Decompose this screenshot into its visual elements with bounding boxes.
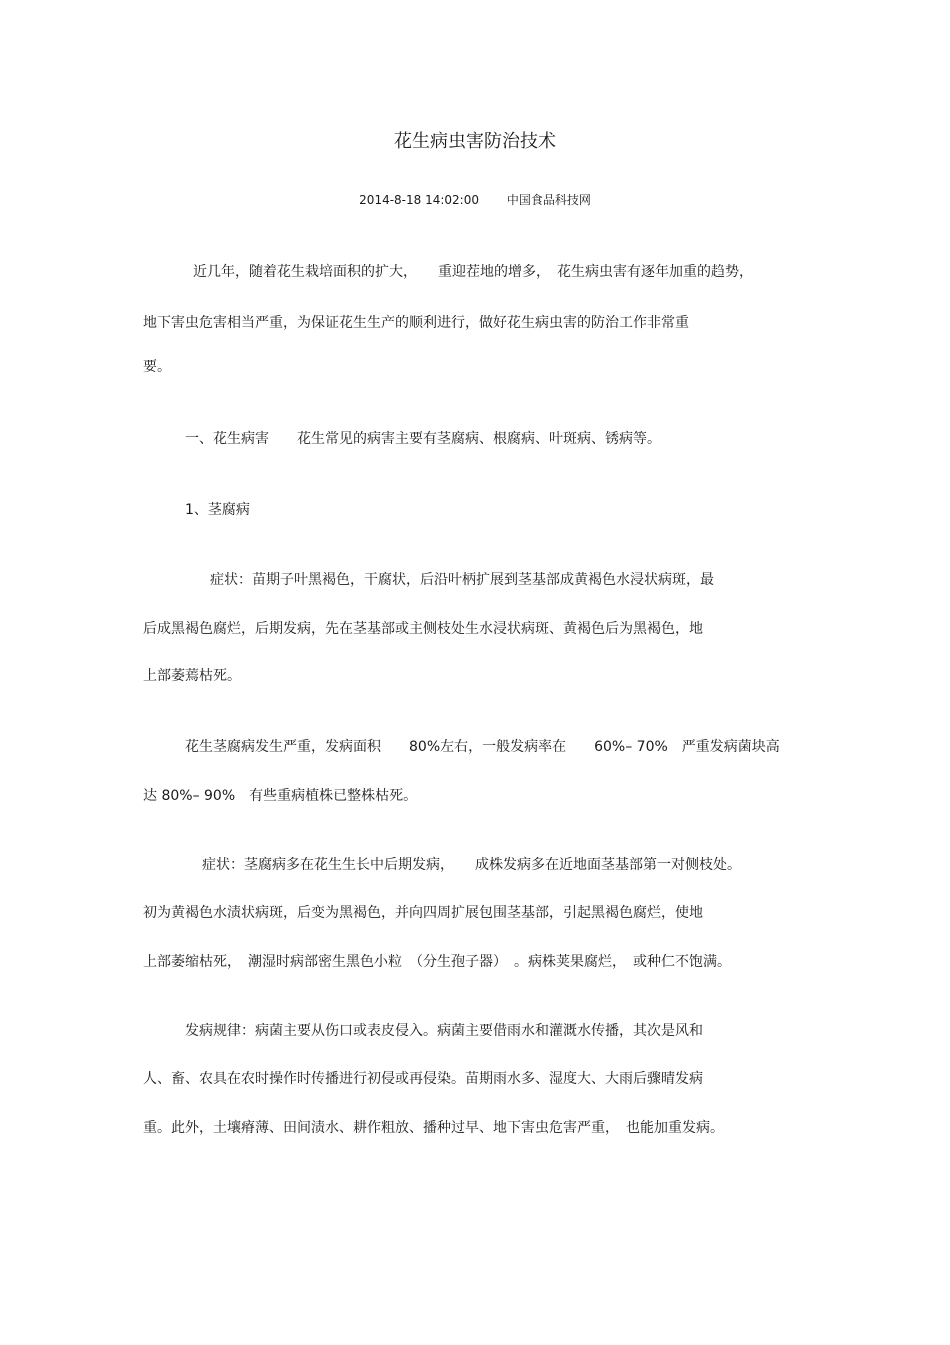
paragraph-line: 达 80%– 90% 有些重病植株已整株枯死。: [143, 788, 418, 804]
paragraph-line: 症状：苗期子叶黑褐色，干腐状，后沿叶柄扩展到茎基部成黄褐色水浸状病斑，最: [210, 572, 714, 588]
paragraph-line: 初为黄褐色水渍状病斑，后变为黑褐色，并向四周扩展包围茎基部，引起黑褐色腐烂，使地: [143, 905, 703, 921]
paragraph-line: 上部萎缩枯死， 潮湿时病部密生黑色小粒 （分生孢子器） 。病株荚果腐烂， 或种仁不饱满。: [143, 954, 731, 970]
paragraph-line: 近几年，随着花生栽培面积的扩大， 重迎茬地的增多， 花生病虫害有逐年加重的趋势，: [193, 264, 753, 280]
paragraph-line: 症状：茎腐病多在花生生长中后期发病， 成株发病多在近地面茎基部第一对侧枝处。: [202, 857, 741, 873]
paragraph-line: 上部萎蔫枯死。: [143, 668, 241, 684]
publish-datetime: 2014-8-18 14:02:00: [359, 193, 479, 207]
paragraph-line: 重。此外，土壤瘠薄、田间渍水、耕作粗放、播种过早、地下害虫危害严重， 也能加重发病。: [143, 1120, 724, 1136]
page-title: 花生病虫害防治技术: [394, 131, 556, 152]
source-name: 中国食品科技网: [506, 193, 591, 207]
paragraph-line: 发病规律：病菌主要从伤口或表皮侵入。病菌主要借雨水和灌溉水传播，其次是风和: [185, 1023, 703, 1039]
subsection-heading: 1、茎腐病: [185, 502, 250, 518]
section-heading: 一、花生病害 花生常见的病害主要有茎腐病、根腐病、叶斑病、锈病等。: [185, 431, 661, 447]
article-meta: [0, 190, 950, 210]
paragraph-line: 人、畜、农具在农时操作时传播进行初侵或再侵染。苗期雨水多、湿度大、大雨后骤晴发病: [143, 1071, 703, 1087]
paragraph-line: 要。: [143, 359, 171, 375]
paragraph-line: 地下害虫危害相当严重，为保证花生生产的顺利进行，做好花生病虫害的防治工作非常重: [143, 315, 689, 331]
paragraph-line: 后成黑褐色腐烂，后期发病，先在茎基部或主侧枝处生水浸状病斑、黄褐色后为黑褐色，地: [143, 621, 703, 637]
paragraph-line: 花生茎腐病发生严重，发病面积 80%左右，一般发病率在 60%– 70% 严重发病菌块高: [185, 739, 780, 755]
